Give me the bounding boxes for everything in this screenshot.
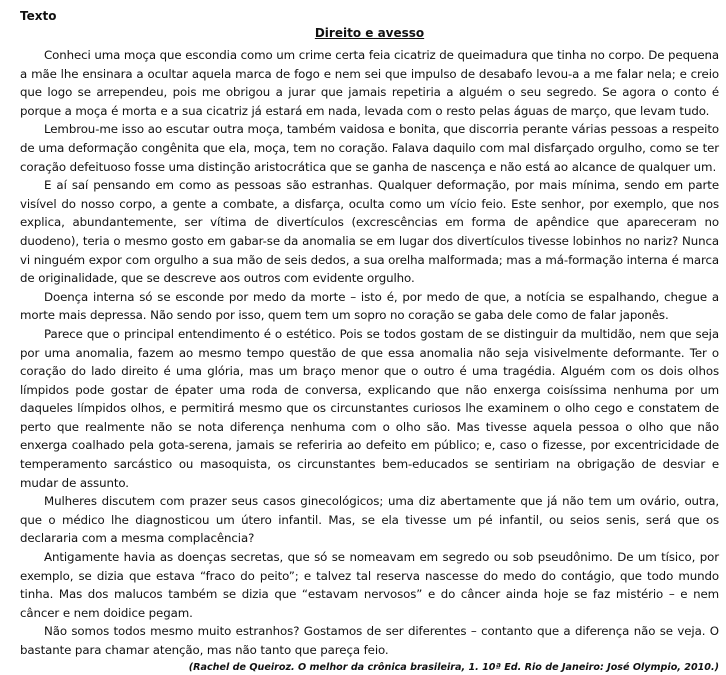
text-title: Direito e avesso xyxy=(314,26,425,40)
paragraph: Não somos todos mesmo muito estranhos? Gostamos de ser diferentes – contanto que a diferença não se veja. O bastante para chamar atenção, mas não tanto que pareça feio. xyxy=(20,624,719,657)
source-citation: (Rachel de Queiroz. O melhor da crônica brasileira, 1. 10ª Ed. Rio de Janeiro: José Olympio, 2010.) xyxy=(188,661,719,673)
section-label: Texto xyxy=(20,9,57,23)
paragraph: E aí saí pensando em como as pessoas são estranhas. Qualquer deformação, por mais mínima, sendo em parte visível do nosso corpo, a gente a combate, a disfarça, oculta como um vício feio. Este senhor, por exemplo, que nos explica, abundantemente, ser vítima de divertículos (excrescências em forma de apêndice que apareceram no duodeno), teria o mesmo gosto em gabar-se da anomalia se em lugar dos divertículos tivesse lobinhos no nariz? Nunca vi ninguém expor com orgulho a sua mão de seis dedos, a sua orelha malformada; mas a má-formação interna é marca de originalidade, que se descreve aos outros com evidente orgulho. xyxy=(20,178,719,286)
text-body xyxy=(20,46,719,660)
paragraph: Lembrou-me isso ao escutar outra moça, também vaidosa e bonita, que discorria perante várias pessoas a respeito de uma deformação congênita que ela, moça, tem no coração. Falava daquilo com mal disfarçado orgulho, como se ter coração defeituoso fosse uma distinção aristocrática que se ganha de nascença e não está ao alcance de qualquer um. xyxy=(20,122,719,174)
paragraph: Doença interna só se esconde por medo da morte – isto é, por medo de que, a notícia se espalhando, chegue a morte mais depressa. Não sendo por isso, quem tem um sopro no coração se gaba dele como de falar japonês. xyxy=(20,289,719,323)
paragraph: Parece que o principal entendimento é o estético. Pois se todos gostam de se distinguir da multidão, nem que seja por uma anomalia, fazem ao mesmo tempo questão de que essa anomalia não seja visivelmente deformante. Ter o coração do lado direito é uma glória, mas um braço menor que o outro é uma tragédia. Alguém com os dois olhos límpidos pode gostar de épater uma roda de conversa, explicando que não enxerga coisíssima nenhuma por um daqueles límpidos olhos, e permitirá mesmo que os circunstantes curiosos lhe examinem o olho cego e constatem de perto que realmente não se nota diferença nenhuma com o olho são. Mas tivesse aquela pessoa o olho que não enxerga coalhado pela gota-serena, jamais se referiria ao defeito em público; e, caso o fizesse, por excentricidade de temperamento sarcástico ou masoquista, os circunstantes bem-educados se sentiriam na obrigação de desviar e mudar de assunto. xyxy=(20,326,719,490)
paragraph: Antigamente havia as doenças secretas, que só se nomeavam em segredo ou sob pseudônimo. De um tísico, por exemplo, se dizia que estava “fraco do peito”; e talvez tal reserva nascesse do medo do contágio, que todo mundo tinha. Mas dos malucos também se dizia que “estavam nervosos” e do câncer ainda hoje se faz mistério – e nem câncer e nem doidice pegam. xyxy=(20,550,719,620)
paragraph: Mulheres discutem com prazer seus casos ginecológicos; uma diz abertamente que já não tem um ovário, outra, que o médico lhe diagnosticou um útero infantil. Mas, se ela tivesse um pé infantil, ou seios senis, será que os declararia com a mesma complacência? xyxy=(20,494,719,546)
paragraph: Conheci uma moça que escondia como um crime certa feia cicatriz de queimadura que tinha no corpo. De pequena a mãe lhe ensinara a ocultar aquela marca de fogo e nem sei que impulso de desabafo levou-a a me falar nela; e creio que logo se arrependeu, pois me obrigou a jurar que jamais repetiria a alguém o seu segredo. Se agora o conto é porque a moça é morta e a sua cicatriz já estará em nada, levada com o resto pelas águas de março, que levam tudo. xyxy=(20,48,719,118)
